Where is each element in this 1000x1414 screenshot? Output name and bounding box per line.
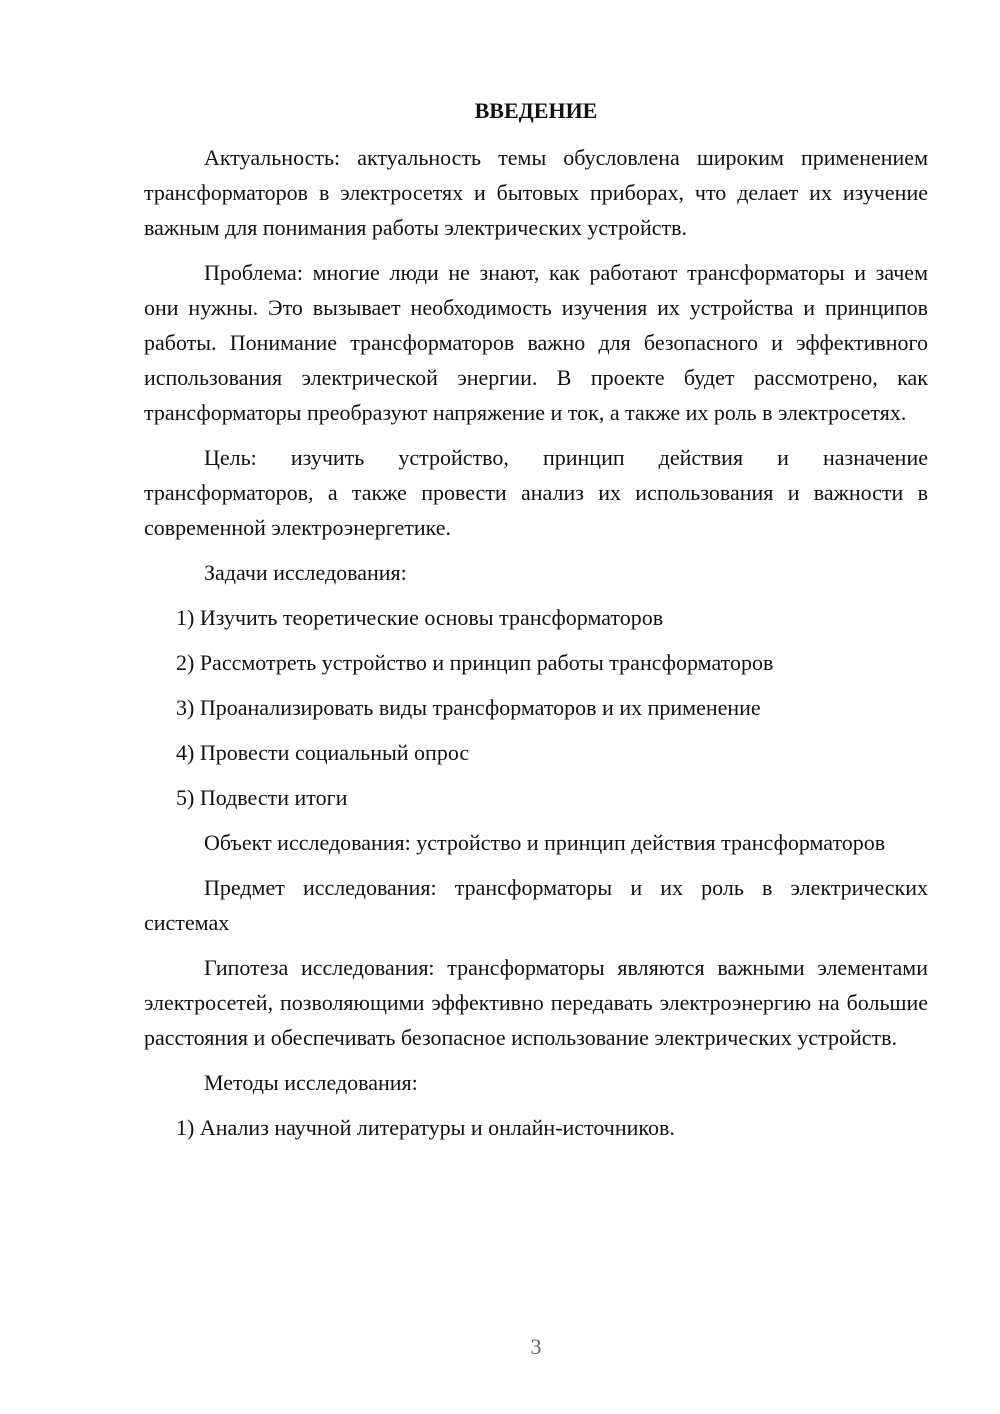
list-item: 3) Проанализировать виды трансформаторов и их применение bbox=[176, 695, 761, 720]
hypothesis-paragraph: Гипотеза исследования: трансформаторы являются важными элементами электросетей, позволяющими эффективно передавать электроэнергию на большие расстояния и обеспечивать безопасное использование электрических устройств. bbox=[144, 955, 928, 1050]
relevance-paragraph: Актуальность: актуальность темы обусловлена широким применением трансформаторов в электросетях и бытовых приборах, что делает их изучение важным для понимания работы электрических устройств. bbox=[144, 145, 928, 240]
list-item: 2) Рассмотреть устройство и принцип работы трансформаторов bbox=[176, 650, 774, 675]
goal-paragraph: Цель: изучить устройство, принцип действия и назначение трансформаторов, а также провести анализ их использования и важности в современной электроэнергетике. bbox=[144, 445, 928, 540]
page-number: 3 bbox=[530, 1334, 542, 1359]
problem-paragraph: Проблема: многие люди не знают, как работают трансформаторы и зачем они нужны. Это вызывает необходимость изучения их устройства и принципов работы. Понимание трансформаторов важно для безопасного и эффективного использования электрической энергии. В проекте будет рассмотрено, как трансформаторы преобразуют напряжение и ток, а также их роль в электросетях. bbox=[144, 260, 928, 425]
list-item: 5) Подвести итоги bbox=[176, 785, 348, 810]
object-paragraph: Объект исследования: устройство и принцип действия трансформаторов bbox=[204, 830, 886, 855]
subject-paragraph: Предмет исследования: трансформаторы и их роль в электрических системах bbox=[144, 875, 928, 935]
document-body bbox=[144, 140, 928, 1155]
page-title: ВВЕДЕНИЕ bbox=[474, 98, 598, 123]
tasks-heading: Задачи исследования: bbox=[204, 560, 407, 585]
list-item: 1) Изучить теоретические основы трансформаторов bbox=[176, 605, 664, 630]
list-item: 1) Анализ научной литературы и онлайн-источников. bbox=[176, 1115, 675, 1140]
methods-heading: Методы исследования: bbox=[204, 1070, 418, 1095]
tasks-list bbox=[144, 600, 928, 815]
list-item: 4) Провести социальный опрос bbox=[176, 740, 470, 765]
methods-list bbox=[144, 1110, 928, 1145]
